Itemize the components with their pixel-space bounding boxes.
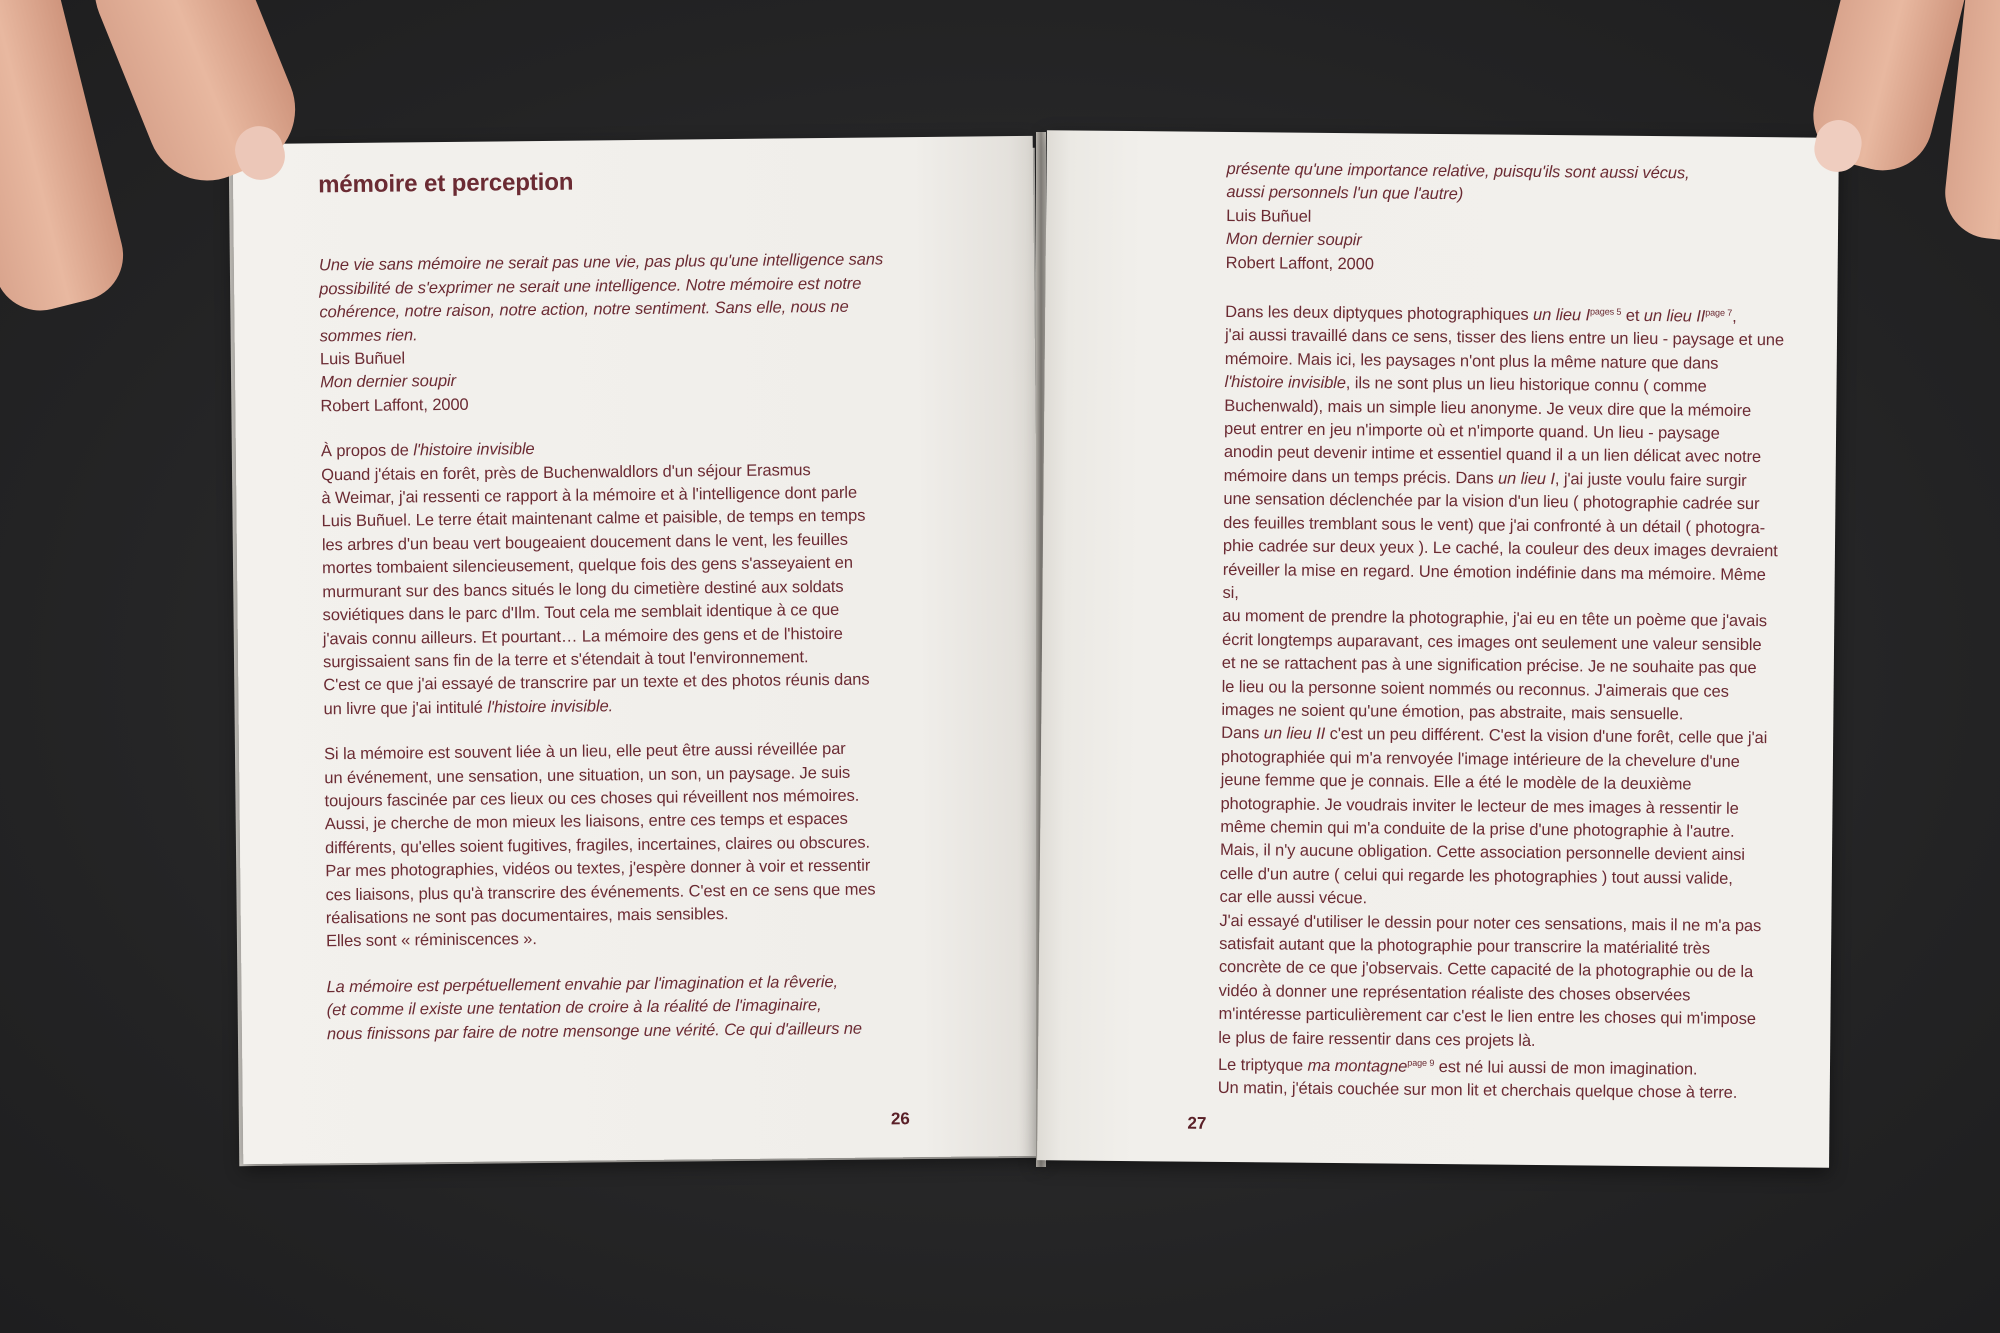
text-line: Par mes photographies, vidéos ou textes, j'espère donner à voir et ressentir: [325, 856, 871, 881]
left-page: [233, 136, 1044, 1164]
epigraph-quote: [319, 248, 920, 348]
text-span: c'est un peu différent. C'est la vision d'une forêt, celle que j'ai: [1325, 725, 1768, 748]
work-title: ma montagne: [1307, 1056, 1408, 1076]
text-line: peut entrer en jeu n'importe où et n'importe quand. Un lieu - paysage: [1224, 419, 1720, 443]
quote-line: La mémoire est perpétuellement envahie par l'imagination et la rêverie,: [326, 972, 839, 997]
text-span: Dans: [1221, 724, 1264, 743]
text-line: j'ai aussi travaillé dans ce sens, tisser des liens entre un lieu - paysage et une: [1224, 326, 1785, 350]
text-line: jeune femme que je connais. Elle a été le modèle de la deuxième: [1220, 771, 1692, 794]
quote-line: aussi personnels l'un que l'autre): [1226, 183, 1464, 204]
about-prefix: À propos de: [320, 441, 414, 461]
quote-line: Une vie sans mémoire ne serait pas une vie, pas plus qu'une intelligence sans: [318, 250, 884, 275]
body-text: [1218, 297, 1786, 1106]
text-line: images ne soient qu'une émotion, pas abstraite, mais sensuelle.: [1221, 700, 1684, 724]
book-title: l'histoire invisible: [1224, 373, 1346, 393]
text-line: photographiée qui m'a renvoyée l'image intérieure de la chevelure d'une: [1220, 747, 1740, 771]
quote-continuation: [1226, 158, 1786, 210]
text-line: soviétiques dans le parc d'Ilm. Tout cela me semblait identique à ce que: [322, 600, 840, 625]
paragraph-2: [324, 737, 926, 954]
work-title: un lieu II: [1643, 306, 1706, 326]
text-line: au moment de prendre la photographie, j'ai eu en tête un poème que j'avais: [1222, 607, 1768, 631]
text-span: est né lui aussi de mon imagination.: [1434, 1058, 1698, 1079]
quote-author: Luis Buñuel: [1226, 206, 1312, 226]
text-line: Luis Buñuel. Le terre était maintenant calme et paisible, de temps en temps: [321, 507, 866, 531]
text-line: mémoire. Mais ici, les paysages n'ont plus la même nature que dans: [1224, 349, 1719, 373]
text-line: le lieu ou la personne soient nommés ou reconnus. J'aimerais que ces: [1221, 677, 1729, 701]
page-reference: page 9: [1407, 1057, 1435, 1069]
text-line: anodin peut devenir intime et essentiel quand il a un lien délicat avec notre: [1223, 443, 1762, 467]
text-line: ces liaisons, plus qu'à transcrire des événements. C'est en ce sens que mes: [325, 880, 876, 904]
text-span: et: [1621, 306, 1644, 325]
work-title: un lieu I: [1533, 305, 1591, 325]
text-line: j'avais connu ailleurs. Et pourtant… La mémoire des gens et de l'histoire: [322, 624, 843, 648]
text-line: C'est ce que j'ai essayé de transcrire par un texte et des photos réunis dans: [323, 670, 870, 695]
text-line: phie cadrée sur deux yeux ). Le caché, la couleur des deux images devraient: [1222, 537, 1778, 561]
text-line: et ne se rattachent pas à une signification précise. Je ne souhaite pas que: [1221, 654, 1757, 678]
text-line: concrète de ce que j'observais. Cette capacité de la photographie ou de la: [1218, 958, 1754, 982]
text-line: murmurant sur des bancs situés le long du cimetière destiné aux soldats: [322, 577, 844, 601]
text-line: réalisations ne sont pas documentaires, mais sensibles.: [325, 905, 729, 928]
text-span: , ils ne sont plus un lieu historique connu ( comme: [1345, 374, 1707, 396]
left-page-content: [318, 167, 927, 1046]
text-line: une sensation déclenchée par la vision d'un lieu ( photographie cadrée sur: [1223, 490, 1760, 514]
text-span: , j'ai juste voulu faire surgir: [1554, 469, 1747, 490]
text-line: un événement, une sensation, une situation, un son, un paysage. Je suis: [324, 763, 851, 787]
text-line: mortes tombaient silencieusement, quelque fois des gens s'asseyaient en: [322, 554, 853, 578]
text-line: même chemin qui m'a conduite de la prise d'une photographie à l'autre.: [1220, 817, 1735, 841]
page-reference: page 7: [1705, 307, 1733, 318]
quote-publisher: Robert Laffont, 2000: [320, 395, 469, 416]
text-line: vidéo à donner une représentation réaliste des choses observées: [1218, 981, 1691, 1005]
text-line: Si la mémoire est souvent liée à un lieu, elle peut être aussi réveillée par: [323, 739, 846, 764]
quote-publisher: Robert Laffont, 2000: [1225, 253, 1374, 273]
text-line: différents, qu'elles soient fugitives, fragiles, incertaines, claires ou obscures.: [324, 833, 871, 858]
about-title: l'histoire invisible: [413, 440, 535, 460]
text-line: Quand j'étais en forêt, près de Buchenwaldlors d'un séjour Erasmus: [321, 460, 811, 484]
right-page-content: [1218, 158, 1787, 1106]
text-line: photographie. Je voudrais inviter le lecteur de mes images à ressentir le: [1220, 794, 1739, 818]
text-line: Aussi, je cherche de mon mieux les liaisons, entre ces temps et espaces: [324, 810, 848, 834]
page-number: 26: [890, 1109, 910, 1129]
quote-author: Luis Buñuel: [319, 349, 406, 369]
text-line: Elles sont « réminiscences ».: [325, 930, 537, 951]
text-span: Dans les deux diptyques photographiques: [1225, 302, 1534, 324]
second-quote: [326, 970, 927, 1046]
work-title: un lieu II: [1263, 724, 1326, 744]
text-line: à Weimar, j'ai ressenti ce rapport à la mémoire et à l'intelligence dont parle: [321, 483, 858, 508]
page-number: 27: [1187, 1113, 1207, 1133]
quote-line: (et comme il existe une tentation de croire à la réalité de l'imaginaire,: [326, 996, 822, 1020]
work-title: un lieu I: [1497, 469, 1555, 488]
right-page: [1037, 130, 1839, 1168]
text-line: m'intéresse particulièrement car c'est le lien entre les choses qui m'impose: [1218, 1005, 1756, 1029]
quote-book: Mon dernier soupir: [1225, 230, 1362, 250]
text-line: Mais, il n'y aucune obligation. Cette association personnelle devient ainsi: [1219, 841, 1746, 865]
quote-line: sommes rien.: [319, 325, 418, 345]
text-line: écrit longtemps auparavant, ces images ont seulement une valeur sensible: [1221, 630, 1762, 654]
text-line: le plus de faire ressentir dans ces projets là.: [1218, 1028, 1536, 1050]
paragraph-1: [321, 458, 924, 722]
text-span: Le triptyque: [1217, 1055, 1308, 1075]
text-line: celle d'un autre ( celui qui regarde les photographies ) tout aussi valide,: [1219, 864, 1733, 888]
text-line: J'ai essayé d'utiliser le dessin pour noter ces sensations, mais il ne m'a pas: [1219, 911, 1762, 935]
text-span: mémoire dans un temps précis. Dans: [1223, 466, 1499, 488]
page-reference: pages 5: [1589, 306, 1622, 317]
text-line: les arbres d'un beau vert bougeaient doucement dans le vent, les feuilles: [321, 530, 848, 555]
quote-line: nous finissons par faire de notre mensonge une vérité. Ce qui d'ailleurs ne: [326, 1019, 863, 1043]
text-line: Buchenwald), mais un simple lieu anonyme. Je veux dire que la mémoire: [1224, 396, 1752, 420]
text-line: satisfait autant que la photographie pour transcrire la matérialité très: [1219, 934, 1711, 958]
text-line: des feuilles tremblant sous le vent) que j'ai confronté à un détail ( photogra-: [1223, 513, 1766, 537]
text-line: toujours fascinée par ces lieux ou ces choses qui réveillent nos mémoires.: [324, 786, 860, 811]
text-span: ,: [1732, 307, 1737, 326]
text-line: réveiller la mise en regard. Une émotion indéfinie dans ma mémoire. Même si,: [1222, 560, 1766, 602]
text-span: un livre que j'ai intitulé: [323, 698, 488, 719]
text-line: Un matin, j'étais couchée sur mon lit et cherchais quelque chose à terre.: [1217, 1079, 1738, 1103]
quote-line: cohérence, notre raison, notre action, notre sentiment. Sans elle, nous ne: [319, 297, 849, 322]
quote-book: Mon dernier soupir: [320, 372, 457, 392]
text-line: car elle aussi vécue.: [1219, 888, 1368, 908]
book-title: l'histoire invisible.: [487, 696, 614, 717]
quote-line: présente qu'une importance relative, puisqu'ils sont aussi vécus,: [1226, 159, 1690, 183]
text-line: surgissaient sans fin de la terre et s'étendait à tout l'environnement.: [323, 648, 809, 672]
page-title: mémoire et perception: [317, 168, 574, 199]
quote-line: possibilité de s'exprimer ne serait une intelligence. Notre mémoire est notre: [319, 274, 862, 299]
